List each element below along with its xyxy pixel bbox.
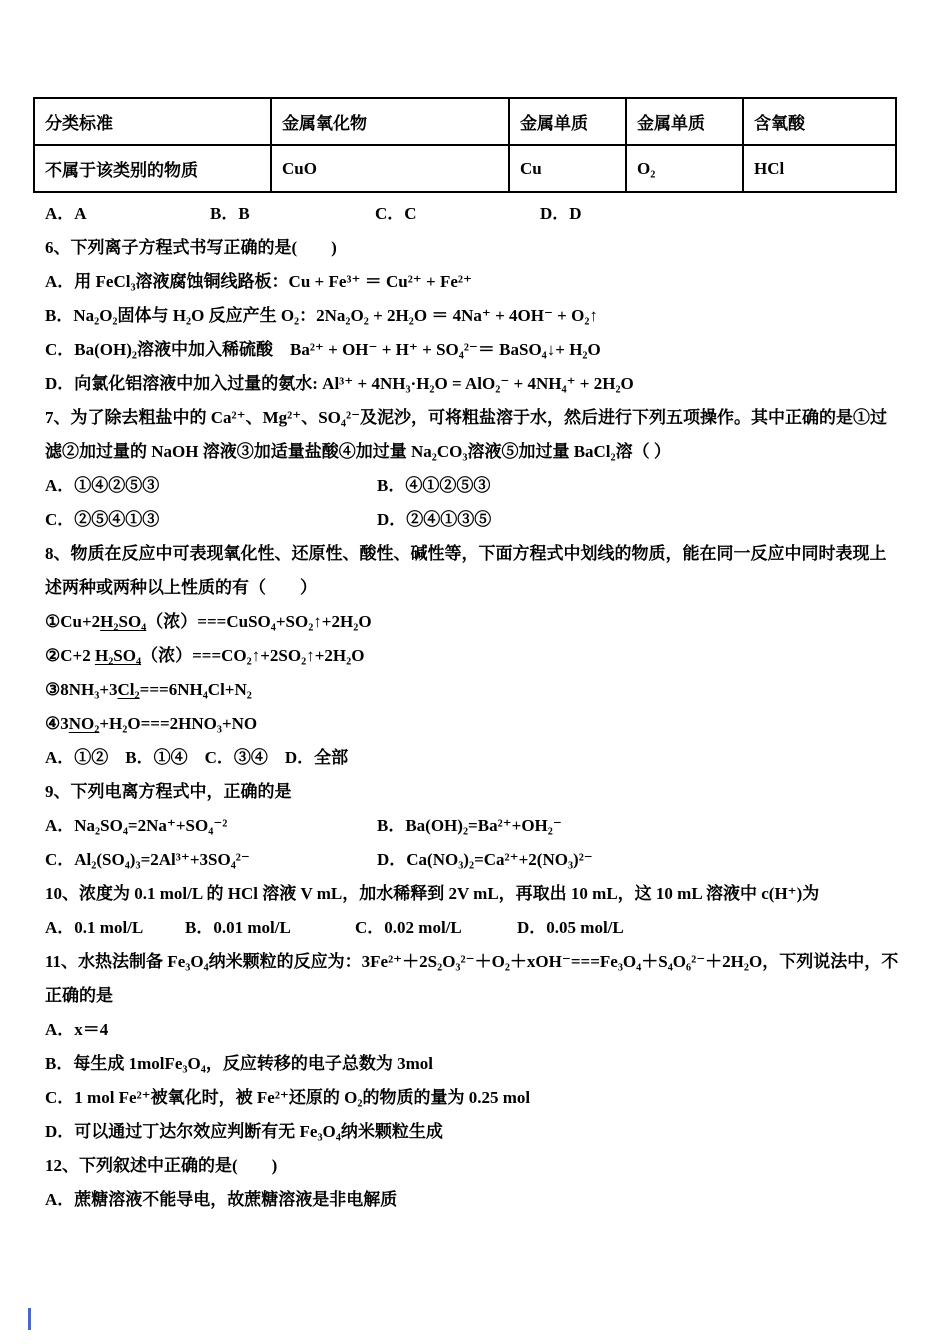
question-12-stem: 12、下列叙述中正确的是( ) xyxy=(45,1156,278,1175)
exam-body xyxy=(33,197,902,1217)
q11-option-d: D．可以通过丁达尔效应判断有无 Fe₃O₄纳米颗粒生成 xyxy=(45,1122,443,1141)
q9-option-b: B．Ba(OH)₂=Ba²⁺+OH₂⁻ xyxy=(377,816,562,835)
q10-option-a: A．0.1 mol/L xyxy=(45,918,144,937)
q9-option-a: A．Na₂SO₄=2Na⁺+SO₄⁻² xyxy=(45,816,228,835)
question-10-stem: 10、浓度为 0.1 mol/L 的 HCl 溶液 V mL，加水稀释到 2V mL，再取出 10 mL，这 10 mL 溶液中 c(H⁺)为 xyxy=(45,884,820,903)
q10-option-b: B．0.01 mol/L xyxy=(185,918,291,937)
q11-option-c: C．1 mol Fe²⁺被氧化时，被 Fe²⁺还原的 O₂的物质的量为 0.25 mol xyxy=(45,1088,531,1107)
question-6-stem: 6、下列离子方程式书写正确的是( ) xyxy=(45,238,337,257)
table-value-cell: 不属于该类别的物质 xyxy=(34,145,271,192)
question-9-options-row-1 xyxy=(45,809,902,843)
q10-option-c: C．0.02 mol/L xyxy=(355,918,462,937)
q8-equation-1: ①Cu+2H₂SO₄（浓）===CuSO₄+SO₂↑+2H₂O xyxy=(45,612,372,631)
question-8-stem: 8、物质在反应中可表现氧化性、还原性、酸性、碱性等，下面方程式中划线的物质，能在同一反应中同时表现上述两种或两种以上性质的有（ ） xyxy=(45,544,887,597)
table-value-cell: HCl xyxy=(743,145,896,192)
table-header-cell: 金属单质 xyxy=(626,98,743,145)
table-header-cell: 分类标准 xyxy=(34,98,271,145)
table-header-cell: 含氧酸 xyxy=(743,98,896,145)
q6-option-d: D．向氯化铝溶液中加入过量的氨水: Al³⁺ + 4NH₃·H₂O = AlO₂⁻ + 4NH₄⁺ + 2H₂O xyxy=(45,374,634,393)
table-value-cell: O₂ xyxy=(626,145,743,192)
q8-equation-3: ③8NH₃+3Cl₂===6NH₄Cl+N₂ xyxy=(45,680,252,699)
table-header-row xyxy=(34,98,896,145)
q8-equation-4: ④3NO₂+H₂O===2HNO₃+NO xyxy=(45,714,258,733)
q11-option-a: A．x＝4 xyxy=(45,1020,109,1039)
q10-option-d: D．0.05 mol/L xyxy=(517,918,624,937)
question-7-stem: 7、为了除去粗盐中的 Ca²⁺、Mg²⁺、SO₄²⁻及泥沙，可将粗盐溶于水，然后进行下列五项操作。其中正确的是①过滤②加过量的 NaOH 溶液③加适量盐酸④加过量 Na₂CO₃溶液⑤加过量 BaCl₂溶（ ） xyxy=(45,408,888,461)
table-header-cell: 金属氧化物 xyxy=(271,98,509,145)
question-9-stem: 9、下列电离方程式中，正确的是 xyxy=(45,782,292,801)
q6-option-a: A．用 FeCl₃溶液腐蚀铜线路板：Cu + Fe³⁺ ＝ Cu²⁺ + Fe²⁺ xyxy=(45,272,472,291)
q8-equation-2: ②C+2 H₂SO₄（浓）===CO₂↑+2SO₂↑+2H₂O xyxy=(45,646,365,665)
q5-option-d: D．D xyxy=(540,204,582,223)
table-value-row xyxy=(34,145,896,192)
question-11-stem: 11、水热法制备 Fe₃O₄纳米颗粒的反应为：3Fe²⁺＋2S₂O₃²⁻＋O₂＋xOH⁻===Fe₃O₄＋S₄O₆²⁻＋2H₂O，下列说法中，不正确的是 xyxy=(45,952,899,1005)
question-5-options xyxy=(45,197,902,231)
question-10-options xyxy=(45,911,902,945)
q7-option-c: C．②⑤④①③ xyxy=(45,510,160,529)
q5-option-c: C．C xyxy=(375,204,417,223)
question-7-options-row-2 xyxy=(45,503,902,537)
q5-option-a: A．A xyxy=(45,204,87,223)
q7-option-d: D．②④①③⑤ xyxy=(377,510,492,529)
page-edge-mark xyxy=(28,1308,31,1330)
q11-option-b: B．每生成 1molFe₃O₄，反应转移的电子总数为 3mol xyxy=(45,1054,433,1073)
question-7-options-row-1 xyxy=(45,469,902,503)
question-9-options-row-2 xyxy=(45,843,902,877)
q9-option-c: C．Al₂(SO₄)₃=2Al³⁺+3SO₄²⁻ xyxy=(45,850,250,869)
table-header-cell: 金属单质 xyxy=(509,98,626,145)
q6-option-b: B．Na₂O₂固体与 H₂O 反应产生 O₂：2Na₂O₂ + 2H₂O ＝ 4Na⁺ + 4OH⁻ + O₂↑ xyxy=(45,306,598,325)
classification-table xyxy=(33,97,897,193)
q6-option-c: C．Ba(OH)₂溶液中加入稀硫酸 Ba²⁺ + OH⁻ + H⁺ + SO₄²⁻＝ BaSO₄↓+ H₂O xyxy=(45,340,601,359)
table-value-cell: CuO xyxy=(271,145,509,192)
q7-option-a: A．①④②⑤③ xyxy=(45,476,160,495)
q5-option-b: B．B xyxy=(210,204,250,223)
q9-option-d: D．Ca(NO₃)₂=Ca²⁺+2(NO₃)²⁻ xyxy=(377,850,593,869)
q12-option-a: A．蔗糖溶液不能导电，故蔗糖溶液是非电解质 xyxy=(45,1190,398,1209)
table-value-cell: Cu xyxy=(509,145,626,192)
question-8-options: A．①② B．①④ C．③④ D．全部 xyxy=(45,748,349,767)
q7-option-b: B．④①②⑤③ xyxy=(377,476,491,495)
